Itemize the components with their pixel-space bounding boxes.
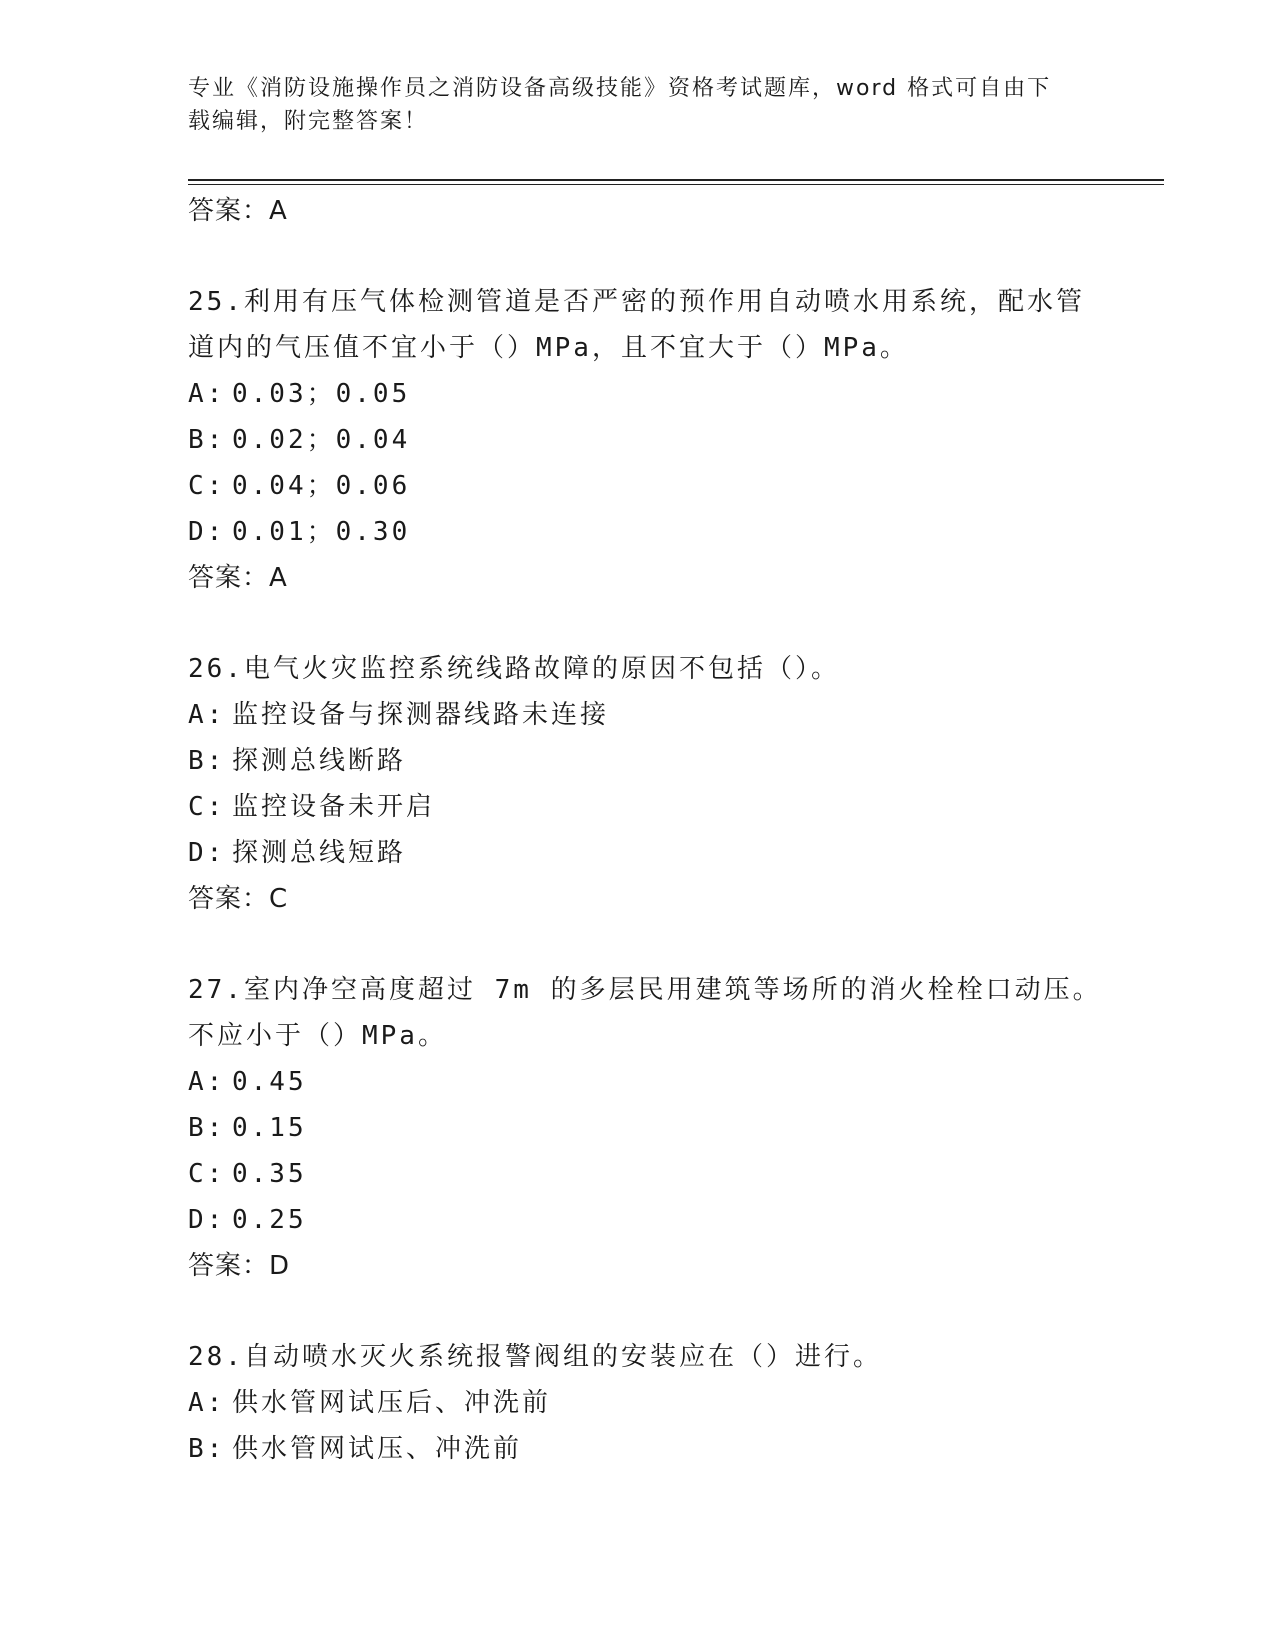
option-letter: D: [188,1205,226,1235]
answer-line: 答案：A [188,196,288,226]
question-block [188,279,1148,601]
option-line [188,1426,1148,1472]
option-text: 探测总线断路 [232,746,407,776]
question-stem: 25.利用有压气体检测管道是否严密的预作用自动喷水用系统，配水管 [188,287,1085,317]
option-line [188,784,1148,830]
option-line [188,830,1148,876]
option-letter: B: [188,1113,226,1143]
option-line [188,1105,1148,1151]
option-letter: B: [188,425,226,455]
option-line [188,1059,1148,1105]
option-letter: D: [188,838,226,868]
header-rule-thin [188,184,1164,185]
option-line [188,1151,1148,1197]
option-letter: A: [188,1067,226,1097]
option-line [188,371,1148,417]
option-text: 探测总线短路 [232,838,407,868]
option-letter: A: [188,700,226,730]
option-letter: A: [188,379,226,409]
option-text: 0.15 [232,1113,307,1143]
option-letter: B: [188,1434,226,1464]
option-text: 0.01；0.30 [232,517,411,547]
question-stem: 26.电气火灾监控系统线路故障的原因不包括（）。 [188,654,840,684]
option-text: 0.25 [232,1205,307,1235]
document-header [188,72,1068,138]
question-block [188,967,1148,1289]
option-line [188,509,1148,555]
option-line [188,1380,1148,1426]
question-stem: 不应小于（）MPa。 [188,1021,447,1051]
option-text: 0.35 [232,1159,307,1189]
option-text: 0.45 [232,1067,307,1097]
option-text: 0.04；0.06 [232,471,411,501]
header-line-2: 载编辑，附完整答案！ [188,109,429,134]
question-stem: 道内的气压值不宜小于（）MPa，且不宜大于（）MPa。 [188,333,909,363]
option-text: 0.03；0.05 [232,379,411,409]
option-text: 监控设备与探测器线路未连接 [232,700,610,730]
option-line [188,463,1148,509]
header-rule-thick [188,179,1164,181]
option-letter: B: [188,746,226,776]
option-line [188,692,1148,738]
option-line [188,417,1148,463]
answer-line: 答案：C [188,884,289,914]
option-letter: A: [188,1388,226,1418]
option-text: 供水管网试压、冲洗前 [232,1434,523,1464]
question-list [188,188,1148,1472]
option-text: 监控设备未开启 [232,792,436,822]
answer-line: 答案：A [188,563,288,593]
option-text: 0.02；0.04 [232,425,411,455]
question-stem: 28.自动喷水灭火系统报警阀组的安装应在（）进行。 [188,1342,882,1372]
option-line [188,738,1148,784]
option-letter: C: [188,471,226,501]
question-stem: 27.室内净空高度超过 7m 的多层民用建筑等场所的消火栓栓口动压。 [188,975,1102,1005]
header-line-1: 专业《消防设施操作员之消防设备高级技能》资格考试题库，word 格式可自由下 [188,76,1052,101]
question-block [188,646,1148,922]
question-block [188,1334,1148,1472]
option-letter: D: [188,517,226,547]
option-letter: C: [188,1159,226,1189]
option-letter: C: [188,792,226,822]
option-text: 供水管网试压后、冲洗前 [232,1388,552,1418]
option-line [188,1197,1148,1243]
answer-line: 答案：D [188,1251,291,1281]
